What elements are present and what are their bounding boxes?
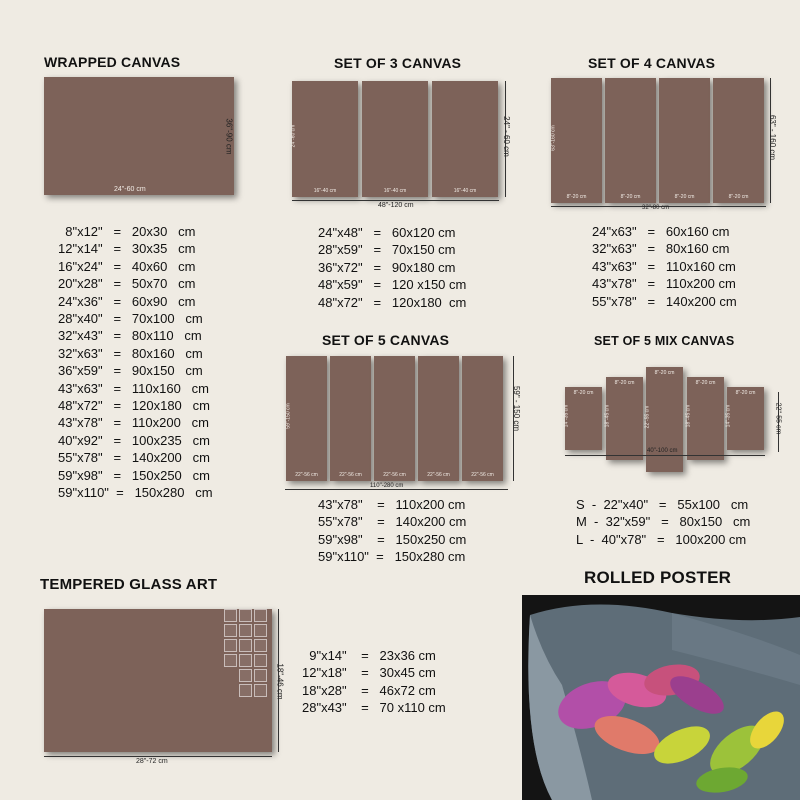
glass-reflection-square [239, 624, 252, 637]
panel-width-label: 16"-40 cm [313, 188, 337, 194]
panel-width-label: 8"-20 cm [573, 390, 594, 396]
set3-title: SET OF 3 CANVAS [334, 55, 462, 71]
set5mix-total-width-label: 40"-100 cm [647, 448, 678, 454]
set5mix-size-row: S - 22"x40" = 55x100 cm [576, 497, 749, 512]
set5mix-panel [565, 387, 602, 450]
set4-size-row: 43"x78" = 110x200 cm [592, 276, 736, 292]
set5mix-width-line [565, 455, 765, 456]
set5-title: SET OF 5 CANVAS [322, 332, 450, 348]
panel-width-label: 8"-20 cm [695, 380, 716, 386]
set4-total-width-label: 32"-80 cm [642, 205, 670, 211]
set3-height-label: 24" - 60 cm [501, 116, 511, 157]
wrapped-size-row: 16"x24" = 40x60 cm [58, 258, 196, 274]
panel-width-label: 8"-20 cm [674, 194, 695, 200]
set3-size-row: 48"x72" = 120x180 cm [318, 294, 467, 310]
set5-panel [374, 356, 415, 481]
set5mix-size-row: M - 32"x59" = 80x150 cm [576, 514, 751, 530]
set4-panel [659, 78, 710, 203]
panel-height-label: 14"-35 cm [725, 404, 732, 427]
set5mix-panel [727, 387, 764, 450]
glass-reflection-square [254, 654, 267, 667]
glass-reflection-square [224, 654, 237, 667]
set3-total-width-label: 48"-120 cm [378, 202, 414, 209]
set4-panel [551, 78, 602, 203]
glass-width-label: 28"-72 cm [136, 758, 168, 765]
panel-width-label: 8"-20 cm [735, 390, 756, 396]
wrapped-size-row: 8"x12" = 20x30 cm [58, 224, 196, 239]
set5-size-list [318, 496, 466, 566]
panel-width-label: 22"-56 cm [471, 472, 494, 478]
set3-panel [292, 81, 358, 197]
glass-size-row: 12"x18" = 30x45 cm [302, 665, 436, 681]
panel-width-label: 22"-56 cm [339, 472, 362, 478]
set5mix-title: SET OF 5 MIX CANVAS [594, 334, 735, 348]
set3-size-list [318, 224, 466, 311]
glass-reflection-square [239, 669, 252, 682]
wrapped-size-row: 12"x14" = 30x35 cm [58, 241, 196, 257]
rolled-poster-image [522, 595, 800, 800]
panel-width-label: 22"-56 cm [383, 472, 406, 478]
glass-size-row: 18"x28" = 46x72 cm [302, 682, 436, 698]
panel-width-label: 22"-56 cm [427, 472, 450, 478]
glass-reflection-square [254, 684, 267, 697]
set5-height-label: 59" - 150 cm [512, 385, 522, 432]
set4-size-list [592, 223, 737, 310]
wrapped-size-row: 24"x36" = 60x90 cm [58, 293, 196, 309]
panel-width-label: 8"-20 cm [620, 194, 641, 200]
glass-reflection-square [239, 654, 252, 667]
set5-size-row: 59"x98" = 150x250 cm [318, 531, 467, 547]
glass-title: TEMPERED GLASS ART [40, 576, 218, 593]
wrapped-size-list [58, 223, 213, 502]
glass-size-list [302, 647, 446, 717]
set5-size-row: 59"x110" = 150x280 cm [318, 549, 466, 565]
set5-panel [286, 356, 327, 481]
wrapped-size-row: 32"x43" = 80x110 cm [58, 328, 202, 344]
set5mix-panel [606, 377, 643, 460]
panel-width-label: 16"-40 cm [453, 188, 477, 194]
wrapped-size-row: 32"x63" = 80x160 cm [58, 345, 203, 361]
glass-reflection-square [224, 624, 237, 637]
set3-size-row: 28"x59" = 70x150 cm [318, 242, 456, 258]
set4-size-row: 43"x63" = 110x160 cm [592, 258, 736, 274]
set4-size-row: 55"x78" = 140x200 cm [592, 293, 737, 309]
glass-reflection-square [239, 609, 252, 622]
wrapped-size-row: 55"x78" = 140x200 cm [58, 450, 210, 466]
glass-panel [44, 609, 272, 752]
set5-panel [330, 356, 371, 481]
glass-reflection-square [254, 639, 267, 652]
wrapped-canvas-panel [44, 77, 234, 195]
glass-reflection-square [239, 639, 252, 652]
glass-reflection-square [224, 639, 237, 652]
wrapped-size-row: 36"x59" = 90x150 cm [58, 363, 203, 379]
set5mix-height-label: 22"-55 cm [774, 402, 782, 435]
glass-height-label: 18"-46 cm [275, 663, 285, 700]
set4-panel [713, 78, 764, 203]
wrapped-height-label: 36"-90 cm [224, 118, 234, 155]
set4-panel [605, 78, 656, 203]
glass-reflection-square [254, 609, 267, 622]
set4-title: SET OF 4 CANVAS [588, 55, 716, 71]
panel-width-label: 16"-40 cm [383, 188, 407, 194]
panel-width-label: 8"-20 cm [566, 194, 587, 200]
rolled-poster-title: ROLLED POSTER [584, 568, 732, 587]
panel-height-label: 18"-45 cm [604, 404, 611, 427]
panel-height-label: 63"-160 cm [550, 124, 557, 151]
wrapped-canvas-title: WRAPPED CANVAS [44, 54, 181, 70]
set4-size-row: 32"x63" = 80x160 cm [592, 241, 730, 257]
wrapped-size-row: 59"x110" = 150x280 cm [58, 485, 213, 501]
wrapped-size-row: 59"x98" = 150x250 cm [58, 467, 210, 483]
set5-width-line [285, 489, 508, 490]
wrapped-size-row: 28"x40" = 70x100 cm [58, 311, 203, 327]
glass-size-row: 9"x14" = 23x36 cm [302, 648, 436, 663]
panel-height-label: 59"-150 cm [285, 402, 292, 429]
set4-height-label: 63" - 160 cm [768, 114, 778, 161]
glass-size-row: 28"x43" = 70 x110 cm [302, 700, 446, 716]
wrapped-size-row: 40"x92" = 100x235 cm [58, 432, 210, 448]
set3-size-row: 24"x48" = 60x120 cm [318, 225, 456, 240]
glass-reflection-square [254, 669, 267, 682]
set5-total-width-label: 110"-280 cm [370, 483, 404, 489]
wrapped-size-row: 43"x63" = 110x160 cm [58, 380, 209, 396]
set5-size-row: 55"x78" = 140x200 cm [318, 514, 467, 530]
set5mix-panel [687, 377, 724, 460]
wrapped-size-row: 20"x28" = 50x70 cm [58, 276, 196, 292]
panel-height-label: 22"-55 cm [644, 405, 651, 428]
wrapped-width-label: 24"-60 cm [114, 186, 146, 193]
set3-width-line [292, 200, 499, 201]
panel-height-label: 14"-35 cm [563, 404, 570, 427]
panel-width-label: 22"-56 cm [295, 472, 318, 478]
set5mix-size-list [576, 496, 750, 548]
panel-height-label: 24"-60 cm [290, 124, 297, 148]
set5-panel [462, 356, 503, 481]
set3-size-row: 36"x72" = 90x180 cm [318, 259, 456, 275]
wrapped-size-row: 43"x78" = 110x200 cm [58, 415, 209, 431]
panel-height-label: 18"-45 cm [685, 404, 692, 427]
panel-width-label: 8"-20 cm [614, 380, 635, 386]
set5-panel [418, 356, 459, 481]
glass-reflection-square [239, 684, 252, 697]
set4-size-row: 24"x63" = 60x160 cm [592, 224, 730, 239]
set5-size-row: 43"x78" = 110x200 cm [318, 497, 466, 512]
set3-panel [362, 81, 428, 197]
panel-width-label: 8"-20 cm [728, 194, 749, 200]
panel-width-label: 8"-20 cm [654, 370, 675, 376]
set3-size-row: 48"x59" = 120 x150 cm [318, 277, 467, 293]
set5mix-size-row: L - 40"x78" = 100x200 cm [576, 531, 747, 547]
wrapped-size-row: 48"x72" = 120x180 cm [58, 398, 210, 414]
glass-reflection-square [224, 609, 237, 622]
glass-reflection-square [254, 624, 267, 637]
set5mix-panel [646, 367, 683, 472]
set3-panel [432, 81, 498, 197]
glass-width-line [44, 756, 272, 757]
